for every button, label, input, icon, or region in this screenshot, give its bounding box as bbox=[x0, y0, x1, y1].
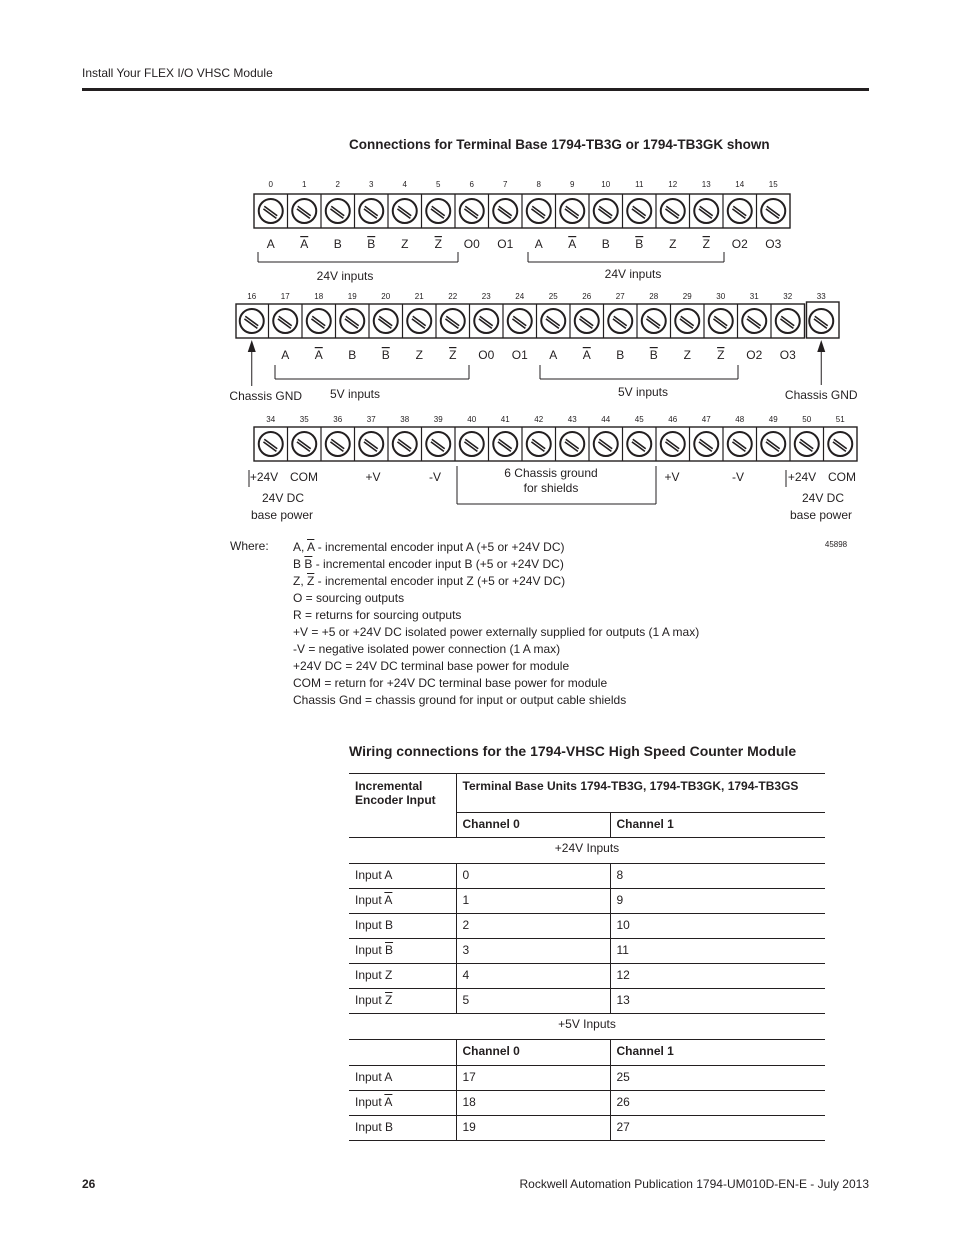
label-com-right: COM bbox=[828, 470, 856, 484]
terminal-number: 50 bbox=[802, 415, 812, 424]
channel-0-terminal: 1 bbox=[456, 889, 610, 914]
publication-info: Rockwell Automation Publication 1794-UM010D-EN-E - July 2013 bbox=[519, 1177, 869, 1191]
input-name: Input $\overline{A}$ bbox=[349, 889, 456, 914]
arrow-head-icon bbox=[248, 340, 256, 352]
terminal-number: 47 bbox=[701, 415, 711, 424]
signal-label: A bbox=[266, 237, 275, 251]
terminal-number: 39 bbox=[433, 415, 443, 424]
table-row bbox=[349, 1091, 825, 1116]
overlined-letter: $\overline{Z}$ bbox=[307, 574, 315, 588]
terminal-number: 43 bbox=[567, 415, 577, 424]
signal-label: B bbox=[367, 237, 376, 251]
input-name: Input A bbox=[349, 864, 456, 889]
terminal-number: 10 bbox=[601, 180, 611, 189]
group-label-5v-ch1: 5V inputs bbox=[617, 385, 669, 399]
wiring-table bbox=[349, 773, 825, 1141]
channel-0-terminal: 5 bbox=[456, 989, 610, 1014]
terminal-number: 51 bbox=[835, 415, 845, 424]
signal-label: B bbox=[601, 237, 610, 251]
legend-where: Where: bbox=[230, 539, 269, 553]
legend-line: -V = negative isolated power connection (1 A max) bbox=[293, 642, 561, 656]
label-com-left: COM bbox=[290, 470, 318, 484]
terminal-number: 29 bbox=[682, 292, 692, 301]
channel-0-terminal: 3 bbox=[456, 939, 610, 964]
channel-1-terminal: 11 bbox=[610, 939, 825, 964]
legend-line: O = sourcing outputs bbox=[293, 591, 405, 605]
arrow-head-icon bbox=[817, 340, 825, 352]
col-header-encoder-input: Incremental Encoder Input bbox=[349, 774, 456, 838]
col-header-channel-0: Channel 0 bbox=[456, 1040, 610, 1066]
terminal-number: 34 bbox=[266, 415, 276, 424]
terminal-number: 18 bbox=[314, 292, 324, 301]
channel-1-terminal: 9 bbox=[610, 889, 825, 914]
signal-label: O2 bbox=[731, 237, 748, 251]
terminal-number: 2 bbox=[335, 180, 340, 189]
legend-line-b: B $\overline{B}$ - incremental encoder input B (+5 or +24V DC) bbox=[293, 557, 564, 571]
table-row bbox=[349, 1066, 825, 1091]
channel-1-terminal: 27 bbox=[610, 1116, 825, 1141]
signal-label: O3 bbox=[765, 237, 782, 251]
table-row bbox=[349, 1116, 825, 1141]
figure-title: Connections for Terminal Base 1794-TB3G or 1794-TB3GK shown bbox=[349, 137, 770, 152]
section-row: +24V Inputs bbox=[349, 838, 825, 864]
terminal-number: 36 bbox=[333, 415, 343, 424]
terminal-number: 19 bbox=[347, 292, 357, 301]
channel-1-terminal: 26 bbox=[610, 1091, 825, 1116]
input-name: Input $\overline{Z}$ bbox=[349, 989, 456, 1014]
label-for-shields: for shields bbox=[523, 481, 579, 495]
col-header-channel-0: Channel 0 bbox=[456, 813, 610, 838]
channel-0-terminal: 2 bbox=[456, 914, 610, 939]
channel-0-terminal: 17 bbox=[456, 1066, 610, 1091]
terminal-number: 3 bbox=[369, 180, 374, 189]
col-header-terminal-base: Terminal Base Units 1794-TB3G, 1794-TB3GK, 1794-TB3GS bbox=[456, 774, 825, 813]
group-label-24v-ch0: 24V inputs bbox=[316, 269, 374, 283]
input-name: Input A bbox=[349, 1066, 456, 1091]
terminal-number: 32 bbox=[783, 292, 793, 301]
terminal-number: 23 bbox=[481, 292, 491, 301]
signal-label: B bbox=[649, 348, 658, 362]
terminal-number: 17 bbox=[280, 292, 290, 301]
terminal-number: 31 bbox=[749, 292, 759, 301]
signal-label: Z bbox=[669, 237, 677, 251]
legend-line: +24V DC = 24V DC terminal base power for module bbox=[293, 659, 570, 673]
signal-label: Z bbox=[683, 348, 691, 362]
signal-label: A bbox=[314, 348, 323, 362]
terminal-number: 25 bbox=[548, 292, 558, 301]
legend-line: COM = return for +24V DC terminal base power for module bbox=[293, 676, 608, 690]
signal-label: O3 bbox=[779, 348, 796, 362]
signal-label: A bbox=[549, 348, 558, 362]
terminal-number: 41 bbox=[500, 415, 510, 424]
label-chassis-ground: 6 Chassis ground bbox=[504, 466, 598, 480]
signal-label: O0 bbox=[463, 237, 480, 251]
signal-label: A bbox=[300, 237, 309, 251]
terminal-number: 49 bbox=[768, 415, 778, 424]
signal-label: B bbox=[381, 348, 390, 362]
terminal-number: 12 bbox=[668, 180, 678, 189]
overlined-letter: $\overline{A}$ bbox=[307, 540, 315, 554]
terminal-number: 11 bbox=[635, 180, 644, 189]
signal-label: Z bbox=[415, 348, 423, 362]
input-name: Input Z bbox=[349, 964, 456, 989]
signal-label: B bbox=[333, 237, 342, 251]
label-plus-v-left: +V bbox=[365, 470, 381, 484]
terminal-number: 45 bbox=[634, 415, 644, 424]
wiring-diagram bbox=[0, 0, 954, 560]
terminal-number: 40 bbox=[467, 415, 477, 424]
signal-label: B bbox=[635, 237, 644, 251]
section-row: +5V Inputs bbox=[349, 1014, 825, 1040]
input-name: Input $\overline{A}$ bbox=[349, 1091, 456, 1116]
label-plus24v-left: +24V bbox=[249, 470, 279, 484]
legend bbox=[293, 539, 699, 709]
signal-label: A bbox=[281, 348, 290, 362]
terminal-number: 1 bbox=[302, 180, 307, 189]
signal-label: A bbox=[534, 237, 543, 251]
terminal-number: 44 bbox=[601, 415, 611, 424]
base-power-label-left: 24V DC bbox=[261, 491, 305, 505]
signal-label: Z bbox=[702, 237, 710, 251]
terminal-number: 4 bbox=[402, 180, 407, 189]
signal-label: A bbox=[568, 237, 577, 251]
channel-1-terminal: 13 bbox=[610, 989, 825, 1014]
signal-label: O0 bbox=[478, 348, 495, 362]
signal-label: B bbox=[348, 348, 357, 362]
terminal-number: 21 bbox=[414, 292, 424, 301]
terminal-number: 33 bbox=[816, 292, 826, 301]
chassis-gnd-label-right: Chassis GND bbox=[784, 388, 858, 402]
channel-1-terminal: 25 bbox=[610, 1066, 825, 1091]
channel-1-terminal: 12 bbox=[610, 964, 825, 989]
rows-24v bbox=[349, 838, 825, 1014]
overlined-letter: $\overline{B}$ bbox=[304, 557, 313, 571]
terminal-number: 26 bbox=[582, 292, 592, 301]
channel-0-terminal: 4 bbox=[456, 964, 610, 989]
table-title: Wiring connections for the 1794-VHSC High Speed Counter Module bbox=[349, 743, 797, 759]
legend-line-a: A, $\overline{A}$ - incremental encoder input A (+5 or +24V DC) bbox=[293, 540, 565, 554]
terminal-number: 35 bbox=[299, 415, 309, 424]
label-plus-v-right: +V bbox=[664, 470, 680, 484]
col-header-channel-1: Channel 1 bbox=[610, 813, 825, 838]
chassis-gnd-label-left: Chassis GND bbox=[229, 389, 303, 403]
terminal-number: 37 bbox=[366, 415, 376, 424]
terminal-number: 15 bbox=[768, 180, 778, 189]
channel-0-terminal: 0 bbox=[456, 864, 610, 889]
channel-0-terminal: 19 bbox=[456, 1116, 610, 1141]
table-row bbox=[349, 939, 825, 964]
terminal-number: 27 bbox=[615, 292, 625, 301]
terminal-number: 48 bbox=[735, 415, 745, 424]
table-row bbox=[349, 864, 825, 889]
terminal-number: 0 bbox=[268, 180, 273, 189]
label-minus-v-right: -V bbox=[732, 470, 744, 484]
input-name: Input B bbox=[349, 1116, 456, 1141]
signal-label: Z bbox=[717, 348, 725, 362]
legend-line: +V = +5 or +24V DC isolated power externally supplied for outputs (1 A max) bbox=[293, 625, 700, 639]
input-name: Input B bbox=[349, 914, 456, 939]
terminal-number: 38 bbox=[400, 415, 410, 424]
col-header-channel-1: Channel 1 bbox=[610, 1040, 825, 1066]
signal-label: O2 bbox=[746, 348, 763, 362]
table-row bbox=[349, 889, 825, 914]
terminal-number: 14 bbox=[735, 180, 745, 189]
signal-label: B bbox=[616, 348, 625, 362]
terminal-number: 9 bbox=[570, 180, 575, 189]
table-row bbox=[349, 964, 825, 989]
row-header-blank bbox=[349, 1040, 456, 1066]
figure-number: 45898 bbox=[824, 540, 848, 549]
base-power-label-right: 24V DC bbox=[801, 491, 845, 505]
terminal-number: 22 bbox=[448, 292, 458, 301]
terminal-number: 16 bbox=[247, 292, 257, 301]
legend-line-z: Z, $\overline{Z}$ - incremental encoder input Z (+5 or +24V DC) bbox=[293, 574, 566, 588]
terminal-number: 13 bbox=[701, 180, 711, 189]
running-head: Install Your FLEX I/O VHSC Module bbox=[82, 66, 273, 80]
page-number: 26 bbox=[82, 1177, 96, 1191]
table-row bbox=[349, 989, 825, 1014]
signal-label: A bbox=[582, 348, 591, 362]
terminal-number: 7 bbox=[503, 180, 508, 189]
signal-label: O1 bbox=[511, 348, 528, 362]
terminal-number: 46 bbox=[668, 415, 678, 424]
label-minus-v-left: -V bbox=[429, 470, 441, 484]
group-label-5v-ch0: 5V inputs bbox=[329, 387, 381, 401]
base-power-label-right-2: base power bbox=[789, 508, 853, 522]
terminal-number: 6 bbox=[469, 180, 474, 189]
input-name: Input $\overline{B}$ bbox=[349, 939, 456, 964]
signal-label: Z bbox=[401, 237, 409, 251]
channel-0-terminal: 18 bbox=[456, 1091, 610, 1116]
legend-line: R = returns for sourcing outputs bbox=[293, 608, 462, 622]
label-plus24v-right: +24V bbox=[787, 470, 817, 484]
table-row bbox=[349, 914, 825, 939]
channel-1-terminal: 10 bbox=[610, 914, 825, 939]
terminal-number: 42 bbox=[534, 415, 544, 424]
terminal-number: 5 bbox=[436, 180, 441, 189]
signal-label: Z bbox=[434, 237, 442, 251]
terminal-number: 24 bbox=[515, 292, 525, 301]
legend-line: Chassis Gnd = chassis ground for input or output cable shields bbox=[293, 693, 627, 707]
group-label-24v-ch1: 24V inputs bbox=[604, 267, 662, 281]
base-power-label-left-2: base power bbox=[250, 508, 314, 522]
channel-1-terminal: 8 bbox=[610, 864, 825, 889]
signal-label: O1 bbox=[497, 237, 514, 251]
rows-5v bbox=[349, 1014, 825, 1141]
terminal-number: 8 bbox=[536, 180, 541, 189]
terminal-number: 28 bbox=[649, 292, 659, 301]
signal-label: Z bbox=[449, 348, 457, 362]
terminal-number: 20 bbox=[381, 292, 391, 301]
terminal-number: 30 bbox=[716, 292, 726, 301]
